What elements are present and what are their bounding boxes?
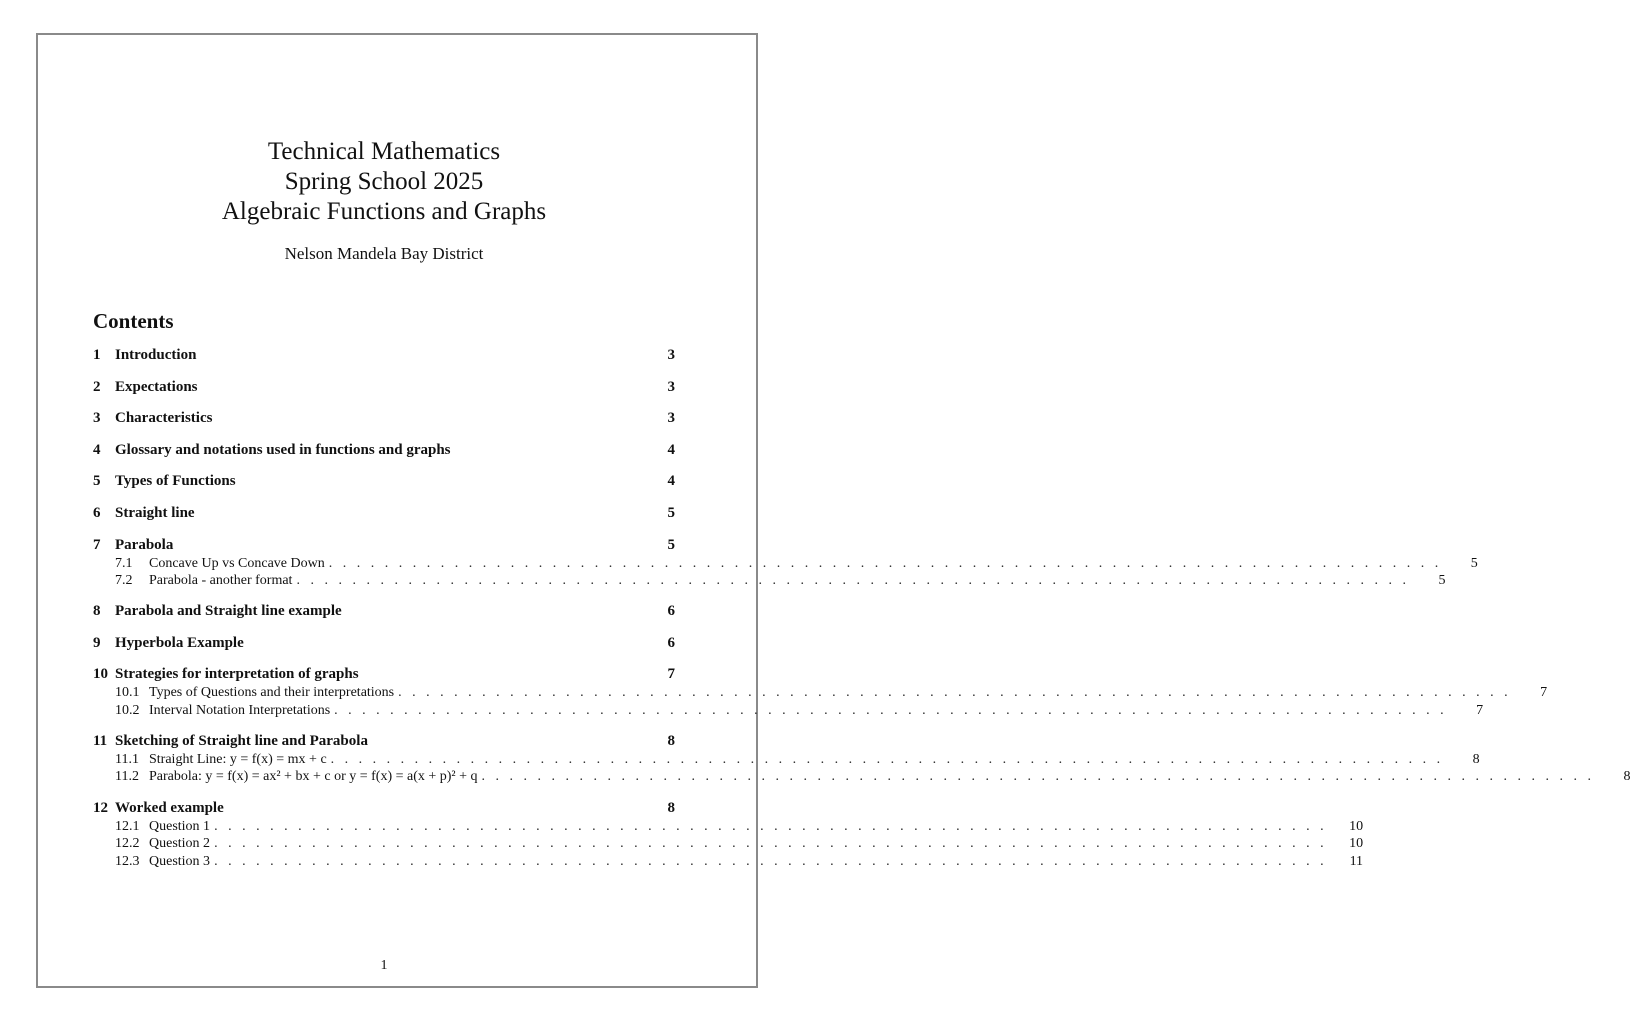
toc-subsection-title: Parabola - another format bbox=[149, 573, 293, 589]
toc-subsection-12.3[interactable] bbox=[93, 853, 1364, 871]
toc-section-page: 5 bbox=[667, 504, 675, 521]
toc-section-number: 6 bbox=[93, 504, 101, 521]
toc-section-page: 3 bbox=[667, 347, 675, 363]
toc-subsection-number: 12.3 bbox=[115, 853, 140, 869]
document-topic: Algebraic Functions and Graphs bbox=[221, 198, 547, 225]
toc-subsection-title: Interval Notation Interpretations bbox=[149, 702, 331, 718]
toc-subsection-number: 12.1 bbox=[115, 818, 140, 834]
toc-subsection-page: 7 bbox=[1540, 685, 1548, 701]
toc-section-10[interactable] bbox=[93, 664, 675, 684]
toc-spacer bbox=[93, 460, 675, 472]
toc-section-12[interactable] bbox=[93, 798, 675, 818]
toc-subsection-11.2[interactable] bbox=[93, 768, 1631, 786]
toc-spacer bbox=[93, 365, 675, 377]
toc-section-number: 3 bbox=[93, 410, 101, 427]
toc-subsection-title: Question 1 bbox=[149, 818, 211, 834]
toc-section-title: Parabola and Straight line example bbox=[115, 603, 342, 620]
toc-spacer bbox=[93, 523, 675, 535]
toc-section-number: 1 bbox=[93, 347, 101, 363]
toc-dot-leader: . . . . . . . . . . . . . . . . . . . . . . . . . . . . . . . . . . . . . . . . . . . . . . . . . . . . . . . . . . . . . . . . . . . . . . . . . . . . . . . . bbox=[214, 853, 1328, 869]
toc-subsection-page: 11 bbox=[1349, 853, 1364, 869]
toc-spacer bbox=[93, 621, 675, 633]
toc-subsection-11.1[interactable] bbox=[93, 751, 1480, 769]
toc-section-number: 5 bbox=[93, 473, 101, 490]
toc-subsection-page: 7 bbox=[1476, 702, 1484, 718]
toc-section-title: Hyperbola Example bbox=[115, 634, 244, 651]
toc-dot-leader: . . . . . . . . . . . . . . . . . . . . . . . . . . . . . . . . . . . . . . . . . . . . . . . . . . . . . . . . . . . . . . . . . . . . . . . . . . . . . . . . bbox=[334, 702, 1448, 718]
toc-subsection-page: 10 bbox=[1349, 818, 1364, 834]
toc-subsection-12.1[interactable] bbox=[93, 818, 1364, 836]
toc-section-11[interactable] bbox=[93, 731, 675, 751]
toc-subsection-7.2[interactable] bbox=[93, 572, 1446, 590]
title-block bbox=[0, 137, 768, 264]
toc-section-number: 11 bbox=[93, 732, 108, 749]
toc-spacer bbox=[93, 653, 675, 665]
toc-subsection-number: 7.1 bbox=[115, 555, 133, 571]
toc-subsection-10.1[interactable] bbox=[93, 684, 1548, 702]
toc-subsection-title: Question 2 bbox=[149, 836, 211, 852]
document-subtitle: Spring School 2025 bbox=[284, 168, 484, 195]
toc-section-5[interactable] bbox=[93, 471, 675, 491]
toc-section-3[interactable] bbox=[93, 408, 675, 428]
toc-subsection-7.1[interactable] bbox=[93, 555, 1478, 573]
toc-subsection-page: 8 bbox=[1472, 751, 1480, 767]
table-of-contents bbox=[93, 345, 1631, 870]
toc-section-page: 8 bbox=[667, 732, 675, 749]
toc-section-page: 7 bbox=[667, 666, 675, 683]
toc-subsection-page: 5 bbox=[1438, 573, 1446, 589]
toc-section-title: Expectations bbox=[115, 378, 198, 395]
toc-subsection-page: 10 bbox=[1349, 836, 1364, 852]
toc-dot-leader: . . . . . . . . . . . . . . . . . . . . . . . . . . . . . . . . . . . . . . . . . . . . . . . . . . . . . . . . . . . . . . . . . . . . . . . . . . . . . . . . bbox=[330, 751, 1444, 767]
toc-section-title: Sketching of Straight line and Parabola bbox=[115, 732, 368, 749]
toc-subsection-title: Parabola: y = f(x) = ax² + bx + c or y = f(x) = a(x + p)² + q bbox=[149, 769, 478, 785]
toc-subsection-page: 8 bbox=[1623, 769, 1631, 785]
toc-section-number: 4 bbox=[93, 441, 101, 458]
toc-subsection-10.2[interactable] bbox=[93, 702, 1484, 720]
toc-subsection-12.2[interactable] bbox=[93, 835, 1364, 853]
author: Nelson Mandela Bay District bbox=[284, 244, 484, 263]
toc-spacer bbox=[93, 786, 675, 798]
toc-dot-leader: . . . . . . . . . . . . . . . . . . . . . . . . . . . . . . . . . . . . . . . . . . . . . . . . . . . . . . . . . . . . . . . . . . . . . . . . . . . . . . . . bbox=[214, 818, 1328, 834]
toc-spacer bbox=[93, 397, 675, 409]
toc-section-page: 8 bbox=[667, 799, 675, 816]
toc-section-4[interactable] bbox=[93, 440, 675, 460]
toc-section-7[interactable] bbox=[93, 535, 675, 555]
toc-section-1[interactable] bbox=[93, 345, 675, 365]
toc-dot-leader: . . . . . . . . . . . . . . . . . . . . . . . . . . . . . . . . . . . . . . . . . . . . . . . . . . . . . . . . . . . . . . . . . . . . . . . . . . . . . . . . bbox=[296, 573, 1410, 589]
toc-dot-leader: . . . . . . . . . . . . . . . . . . . . . . . . . . . . . . . . . . . . . . . . . . . . . . . . . . . . . . . . . . . . . . . . . . . . . . . . . . . . . . . . bbox=[481, 769, 1595, 785]
toc-section-8[interactable] bbox=[93, 601, 675, 621]
toc-section-number: 12 bbox=[93, 799, 108, 816]
toc-spacer bbox=[93, 428, 675, 440]
toc-section-number: 2 bbox=[93, 378, 101, 395]
toc-section-page: 5 bbox=[667, 536, 675, 553]
toc-section-number: 8 bbox=[93, 603, 101, 620]
toc-section-title: Types of Functions bbox=[115, 473, 236, 490]
toc-section-6[interactable] bbox=[93, 503, 675, 523]
contents-heading: Contents bbox=[93, 309, 174, 333]
toc-dot-leader: . . . . . . . . . . . . . . . . . . . . . . . . . . . . . . . . . . . . . . . . . . . . . . . . . . . . . . . . . . . . . . . . . . . . . . . . . . . . . . . . bbox=[328, 555, 1442, 571]
toc-section-title: Parabola bbox=[115, 536, 174, 553]
toc-subsection-number: 11.1 bbox=[115, 751, 139, 767]
toc-section-title: Introduction bbox=[115, 347, 197, 363]
toc-section-title: Straight line bbox=[115, 504, 195, 521]
toc-section-number: 9 bbox=[93, 634, 101, 651]
toc-section-title: Characteristics bbox=[115, 410, 213, 427]
toc-subsection-number: 12.2 bbox=[115, 836, 140, 852]
toc-section-9[interactable] bbox=[93, 633, 675, 653]
toc-section-page: 3 bbox=[667, 410, 675, 427]
toc-dot-leader: . . . . . . . . . . . . . . . . . . . . . . . . . . . . . . . . . . . . . . . . . . . . . . . . . . . . . . . . . . . . . . . . . . . . . . . . . . . . . . . . bbox=[214, 836, 1328, 852]
toc-subsection-title: Question 3 bbox=[149, 853, 211, 869]
toc-section-number: 10 bbox=[93, 666, 108, 683]
toc-spacer bbox=[93, 719, 675, 731]
toc-subsection-number: 10.2 bbox=[115, 702, 140, 718]
toc-spacer bbox=[93, 590, 675, 602]
toc-subsection-number: 7.2 bbox=[115, 573, 133, 589]
toc-section-page: 3 bbox=[667, 378, 675, 395]
toc-section-title: Strategies for interpretation of graphs bbox=[115, 666, 359, 683]
toc-subsection-title: Types of Questions and their interpretations bbox=[149, 685, 395, 701]
toc-dot-leader: . . . . . . . . . . . . . . . . . . . . . . . . . . . . . . . . . . . . . . . . . . . . . . . . . . . . . . . . . . . . . . . . . . . . . . . . . . . . . . . . bbox=[398, 685, 1512, 701]
toc-subsection-title: Straight Line: y = f(x) = mx + c bbox=[149, 751, 327, 767]
toc-section-page: 6 bbox=[667, 603, 675, 620]
toc-section-number: 7 bbox=[93, 536, 101, 553]
toc-section-page: 6 bbox=[667, 634, 675, 651]
toc-spacer bbox=[93, 491, 675, 503]
toc-section-page: 4 bbox=[667, 441, 675, 458]
toc-section-title: Worked example bbox=[115, 799, 224, 816]
toc-section-2[interactable] bbox=[93, 377, 675, 397]
toc-subsection-title: Concave Up vs Concave Down bbox=[149, 555, 325, 571]
toc-section-title: Glossary and notations used in functions and graphs bbox=[115, 441, 451, 458]
document-title: Technical Mathematics bbox=[267, 138, 501, 165]
toc-subsection-number: 11.2 bbox=[115, 769, 139, 785]
toc-subsection-page: 5 bbox=[1470, 555, 1478, 571]
toc-subsection-number: 10.1 bbox=[115, 685, 140, 701]
toc-section-page: 4 bbox=[667, 473, 675, 490]
page-number: 1 bbox=[380, 958, 388, 973]
